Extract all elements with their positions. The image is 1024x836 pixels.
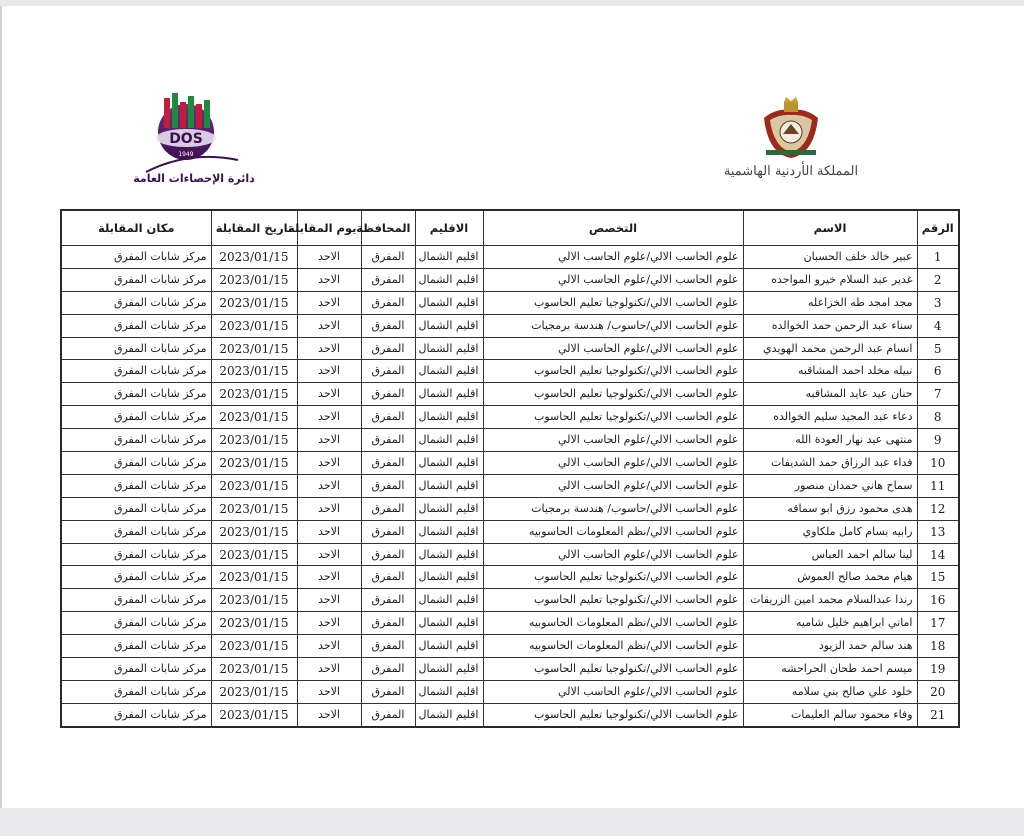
table-row (61, 520, 959, 543)
cell-governorate: المفرق (361, 680, 415, 703)
cell-governorate: المفرق (361, 543, 415, 566)
cell-name: سناء عبد الرحمن حمد الخوالده (743, 314, 917, 337)
cell-day: الاحد (297, 360, 361, 383)
cell-date: 2023/01/15 (211, 452, 297, 475)
cell-governorate: المفرق (361, 703, 415, 726)
cell-name: نبيله مخلد احمد المشاقبه (743, 360, 917, 383)
cell-number: 15 (917, 566, 959, 589)
cell-place: مركز شابات المفرق (61, 337, 211, 360)
cell-specialization: علوم الحاسب الالي/علوم الحاسب الالي (483, 452, 743, 475)
cell-region: اقليم الشمال (415, 452, 483, 475)
cell-number: 18 (917, 635, 959, 658)
cell-region: اقليم الشمال (415, 612, 483, 635)
cell-day: الاحد (297, 406, 361, 429)
cell-number: 4 (917, 314, 959, 337)
cell-specialization: علوم الحاسب الالي/علوم الحاسب الالي (483, 474, 743, 497)
cell-day: الاحد (297, 543, 361, 566)
cell-region: اقليم الشمال (415, 429, 483, 452)
cell-name: اماني ابراهيم خليل شاميه (743, 612, 917, 635)
cell-place: مركز شابات المفرق (61, 566, 211, 589)
cell-number: 21 (917, 703, 959, 726)
header-interview-day: يوم المقابلة (297, 210, 361, 246)
cell-governorate: المفرق (361, 246, 415, 269)
dos-logo-year: 1949 (178, 151, 194, 158)
cell-specialization: علوم الحاسب الالي/تكنولوجيا تعليم الحاسوب (483, 703, 743, 726)
cell-governorate: المفرق (361, 612, 415, 635)
cell-day: الاحد (297, 680, 361, 703)
table-row (61, 360, 959, 383)
cell-number: 12 (917, 497, 959, 520)
cell-date: 2023/01/15 (211, 383, 297, 406)
cell-number: 10 (917, 452, 959, 475)
cell-specialization: علوم الحاسب الالي/نظم المعلومات الحاسوبيه (483, 612, 743, 635)
cell-name: حنان عيد عايد المشاقبه (743, 383, 917, 406)
cell-day: الاحد (297, 291, 361, 314)
cell-governorate: المفرق (361, 474, 415, 497)
cell-region: اقليم الشمال (415, 658, 483, 681)
cell-place: مركز شابات المفرق (61, 703, 211, 726)
cell-place: مركز شابات المفرق (61, 406, 211, 429)
cell-name: دعاء عبد المجيد سليم الخوالده (743, 406, 917, 429)
cell-region: اقليم الشمال (415, 314, 483, 337)
header-interview-date: تاريخ المقابلة (211, 210, 297, 246)
cell-region: اقليم الشمال (415, 635, 483, 658)
table-row (61, 246, 959, 269)
cell-name: غدير عبد السلام خيرو المواجده (743, 268, 917, 291)
document-page (0, 6, 1024, 808)
cell-specialization: علوم الحاسب الالي/علوم الحاسب الالي (483, 680, 743, 703)
table-row (61, 383, 959, 406)
cell-date: 2023/01/15 (211, 497, 297, 520)
cell-specialization: علوم الحاسب الالي/علوم الحاسب الالي (483, 429, 743, 452)
cell-region: اقليم الشمال (415, 543, 483, 566)
cell-date: 2023/01/15 (211, 680, 297, 703)
header-region: الاقليم (415, 210, 483, 246)
dos-statistics-logo (133, 90, 255, 186)
cell-name: وفاء محمود سالم العليمات (743, 703, 917, 726)
cell-governorate: المفرق (361, 589, 415, 612)
cell-place: مركز شابات المفرق (61, 452, 211, 475)
cell-name: انسام عبد الرحمن محمد الهويدي (743, 337, 917, 360)
cell-specialization: علوم الحاسب الالي/تكنولوجيا تعليم الحاسوب (483, 360, 743, 383)
cell-date: 2023/01/15 (211, 589, 297, 612)
cell-region: اقليم الشمال (415, 680, 483, 703)
cell-region: اقليم الشمال (415, 246, 483, 269)
cell-region: اقليم الشمال (415, 497, 483, 520)
cell-region: اقليم الشمال (415, 268, 483, 291)
cell-name: هند سالم حمد الزيود (743, 635, 917, 658)
cell-date: 2023/01/15 (211, 429, 297, 452)
table-row (61, 658, 959, 681)
cell-day: الاحد (297, 612, 361, 635)
cell-governorate: المفرق (361, 268, 415, 291)
table-row (61, 452, 959, 475)
cell-number: 2 (917, 268, 959, 291)
cell-day: الاحد (297, 703, 361, 726)
cell-number: 8 (917, 406, 959, 429)
table-header-row (61, 210, 959, 246)
cell-place: مركز شابات المفرق (61, 246, 211, 269)
cell-name: مجد امجد طه الخزاعله (743, 291, 917, 314)
cell-region: اقليم الشمال (415, 589, 483, 612)
cell-region: اقليم الشمال (415, 406, 483, 429)
cell-day: الاحد (297, 429, 361, 452)
cell-name: ميسم احمد طحان الحراحشه (743, 658, 917, 681)
cell-governorate: المفرق (361, 291, 415, 314)
header-interview-place: مكان المقابلة (61, 210, 211, 246)
cell-place: مركز شابات المفرق (61, 383, 211, 406)
cell-number: 20 (917, 680, 959, 703)
cell-region: اقليم الشمال (415, 291, 483, 314)
cell-governorate: المفرق (361, 497, 415, 520)
cell-place: مركز شابات المفرق (61, 314, 211, 337)
cell-region: اقليم الشمال (415, 566, 483, 589)
cell-day: الاحد (297, 658, 361, 681)
cell-place: مركز شابات المفرق (61, 360, 211, 383)
table-row (61, 635, 959, 658)
table-row (61, 337, 959, 360)
cell-region: اقليم الشمال (415, 520, 483, 543)
cell-number: 11 (917, 474, 959, 497)
cell-governorate: المفرق (361, 337, 415, 360)
cell-day: الاحد (297, 383, 361, 406)
cell-day: الاحد (297, 635, 361, 658)
table-row (61, 291, 959, 314)
cell-specialization: علوم الحاسب الالي/تكنولوجيا تعليم الحاسوب (483, 291, 743, 314)
cell-number: 1 (917, 246, 959, 269)
cell-specialization: علوم الحاسب الالي/تكنولوجيا تعليم الحاسوب (483, 589, 743, 612)
header-specialization: التخصص (483, 210, 743, 246)
cell-place: مركز شابات المفرق (61, 429, 211, 452)
cell-name: سماح هاني حمدان منصور (743, 474, 917, 497)
cell-day: الاحد (297, 314, 361, 337)
cell-number: 6 (917, 360, 959, 383)
cell-name: رابيه بسام كامل ملكاوي (743, 520, 917, 543)
cell-place: مركز شابات المفرق (61, 635, 211, 658)
table-row (61, 268, 959, 291)
cell-specialization: علوم الحاسب الالي/علوم الحاسب الالي (483, 268, 743, 291)
cell-name: هدى محمود رزق ابو سماقه (743, 497, 917, 520)
cell-place: مركز شابات المفرق (61, 268, 211, 291)
cell-governorate: المفرق (361, 520, 415, 543)
cell-place: مركز شابات المفرق (61, 680, 211, 703)
cell-place: مركز شابات المفرق (61, 543, 211, 566)
cell-date: 2023/01/15 (211, 268, 297, 291)
cell-date: 2023/01/15 (211, 703, 297, 726)
cell-day: الاحد (297, 520, 361, 543)
cell-day: الاحد (297, 474, 361, 497)
cell-date: 2023/01/15 (211, 612, 297, 635)
cell-governorate: المفرق (361, 566, 415, 589)
cell-date: 2023/01/15 (211, 291, 297, 314)
cell-name: منتهى عيد نهار العودة الله (743, 429, 917, 452)
cell-governorate: المفرق (361, 429, 415, 452)
cell-number: 14 (917, 543, 959, 566)
table-row (61, 543, 959, 566)
cell-day: الاحد (297, 589, 361, 612)
cell-region: اقليم الشمال (415, 360, 483, 383)
cell-governorate: المفرق (361, 314, 415, 337)
cell-place: مركز شابات المفرق (61, 497, 211, 520)
cell-date: 2023/01/15 (211, 635, 297, 658)
cell-governorate: المفرق (361, 383, 415, 406)
cell-specialization: علوم الحاسب الالي/علوم الحاسب الالي (483, 337, 743, 360)
cell-name: رندا عبدالسلام محمد امين الزريقات (743, 589, 917, 612)
cell-specialization: علوم الحاسب الالي/حاسوب/ هندسة برمجيات (483, 314, 743, 337)
cell-number: 3 (917, 291, 959, 314)
cell-number: 13 (917, 520, 959, 543)
cell-specialization: علوم الحاسب الالي/تكنولوجيا تعليم الحاسوب (483, 406, 743, 429)
cell-specialization: علوم الحاسب الالي/تكنولوجيا تعليم الحاسوب (483, 383, 743, 406)
cell-number: 17 (917, 612, 959, 635)
cell-name: عبير خالد خلف الحسبان (743, 246, 917, 269)
cell-name: خلود علي صالح بني سلامه (743, 680, 917, 703)
cell-name: هيام محمد صالح العموش (743, 566, 917, 589)
coat-of-arms-icon (706, 96, 876, 162)
cell-date: 2023/01/15 (211, 566, 297, 589)
dos-logo-icon (133, 90, 255, 186)
cell-governorate: المفرق (361, 452, 415, 475)
table-row (61, 680, 959, 703)
cell-specialization: علوم الحاسب الالي/علوم الحاسب الالي (483, 543, 743, 566)
table-row (61, 612, 959, 635)
cell-day: الاحد (297, 566, 361, 589)
jordan-caption: المملكة الأردنية الهاشمية (723, 164, 859, 179)
cell-place: مركز شابات المفرق (61, 291, 211, 314)
cell-specialization: علوم الحاسب الالي/نظم المعلومات الحاسوبيه (483, 520, 743, 543)
cell-place: مركز شابات المفرق (61, 658, 211, 681)
cell-date: 2023/01/15 (211, 406, 297, 429)
cell-governorate: المفرق (361, 360, 415, 383)
cell-place: مركز شابات المفرق (61, 589, 211, 612)
table-row (61, 314, 959, 337)
table-row (61, 497, 959, 520)
cell-specialization: علوم الحاسب الالي/تكنولوجيا تعليم الحاسوب (483, 658, 743, 681)
header-governorate: المحافظة (361, 210, 415, 246)
cell-number: 19 (917, 658, 959, 681)
cell-place: مركز شابات المفرق (61, 520, 211, 543)
cell-day: الاحد (297, 268, 361, 291)
cell-date: 2023/01/15 (211, 360, 297, 383)
cell-date: 2023/01/15 (211, 543, 297, 566)
cell-governorate: المفرق (361, 658, 415, 681)
cell-date: 2023/01/15 (211, 337, 297, 360)
cell-date: 2023/01/15 (211, 246, 297, 269)
table-row (61, 703, 959, 726)
header-name: الاسم (743, 210, 917, 246)
cell-day: الاحد (297, 246, 361, 269)
table-row (61, 589, 959, 612)
cell-region: اقليم الشمال (415, 383, 483, 406)
interview-schedule-table (60, 209, 960, 728)
cell-day: الاحد (297, 452, 361, 475)
cell-governorate: المفرق (361, 635, 415, 658)
cell-specialization: علوم الحاسب الالي/تكنولوجيا تعليم الحاسوب (483, 566, 743, 589)
cell-region: اقليم الشمال (415, 474, 483, 497)
cell-place: مركز شابات المفرق (61, 474, 211, 497)
cell-governorate: المفرق (361, 406, 415, 429)
header-number: الرقم (917, 210, 959, 246)
table-row (61, 566, 959, 589)
jordan-coat-of-arms (706, 96, 876, 191)
cell-day: الاحد (297, 497, 361, 520)
cell-number: 9 (917, 429, 959, 452)
cell-name: لينا سالم احمد العباس (743, 543, 917, 566)
cell-specialization: علوم الحاسب الالي/نظم المعلومات الحاسوبيه (483, 635, 743, 658)
cell-specialization: علوم الحاسب الالي/علوم الحاسب الالي (483, 246, 743, 269)
cell-number: 7 (917, 383, 959, 406)
table-row (61, 406, 959, 429)
cell-specialization: علوم الحاسب الالي/حاسوب/ هندسة برمجيات (483, 497, 743, 520)
cell-region: اقليم الشمال (415, 703, 483, 726)
table-row (61, 429, 959, 452)
cell-date: 2023/01/15 (211, 520, 297, 543)
cell-date: 2023/01/15 (211, 658, 297, 681)
cell-region: اقليم الشمال (415, 337, 483, 360)
cell-place: مركز شابات المفرق (61, 612, 211, 635)
cell-number: 16 (917, 589, 959, 612)
cell-name: فداء عبد الرزاق حمد الشديفات (743, 452, 917, 475)
cell-day: الاحد (297, 337, 361, 360)
cell-date: 2023/01/15 (211, 474, 297, 497)
dos-logo-caption: دائرة الإحصاءات العامة (133, 172, 255, 185)
dos-logo-text: DOS (169, 131, 203, 147)
cell-number: 5 (917, 337, 959, 360)
table-row (61, 474, 959, 497)
cell-date: 2023/01/15 (211, 314, 297, 337)
